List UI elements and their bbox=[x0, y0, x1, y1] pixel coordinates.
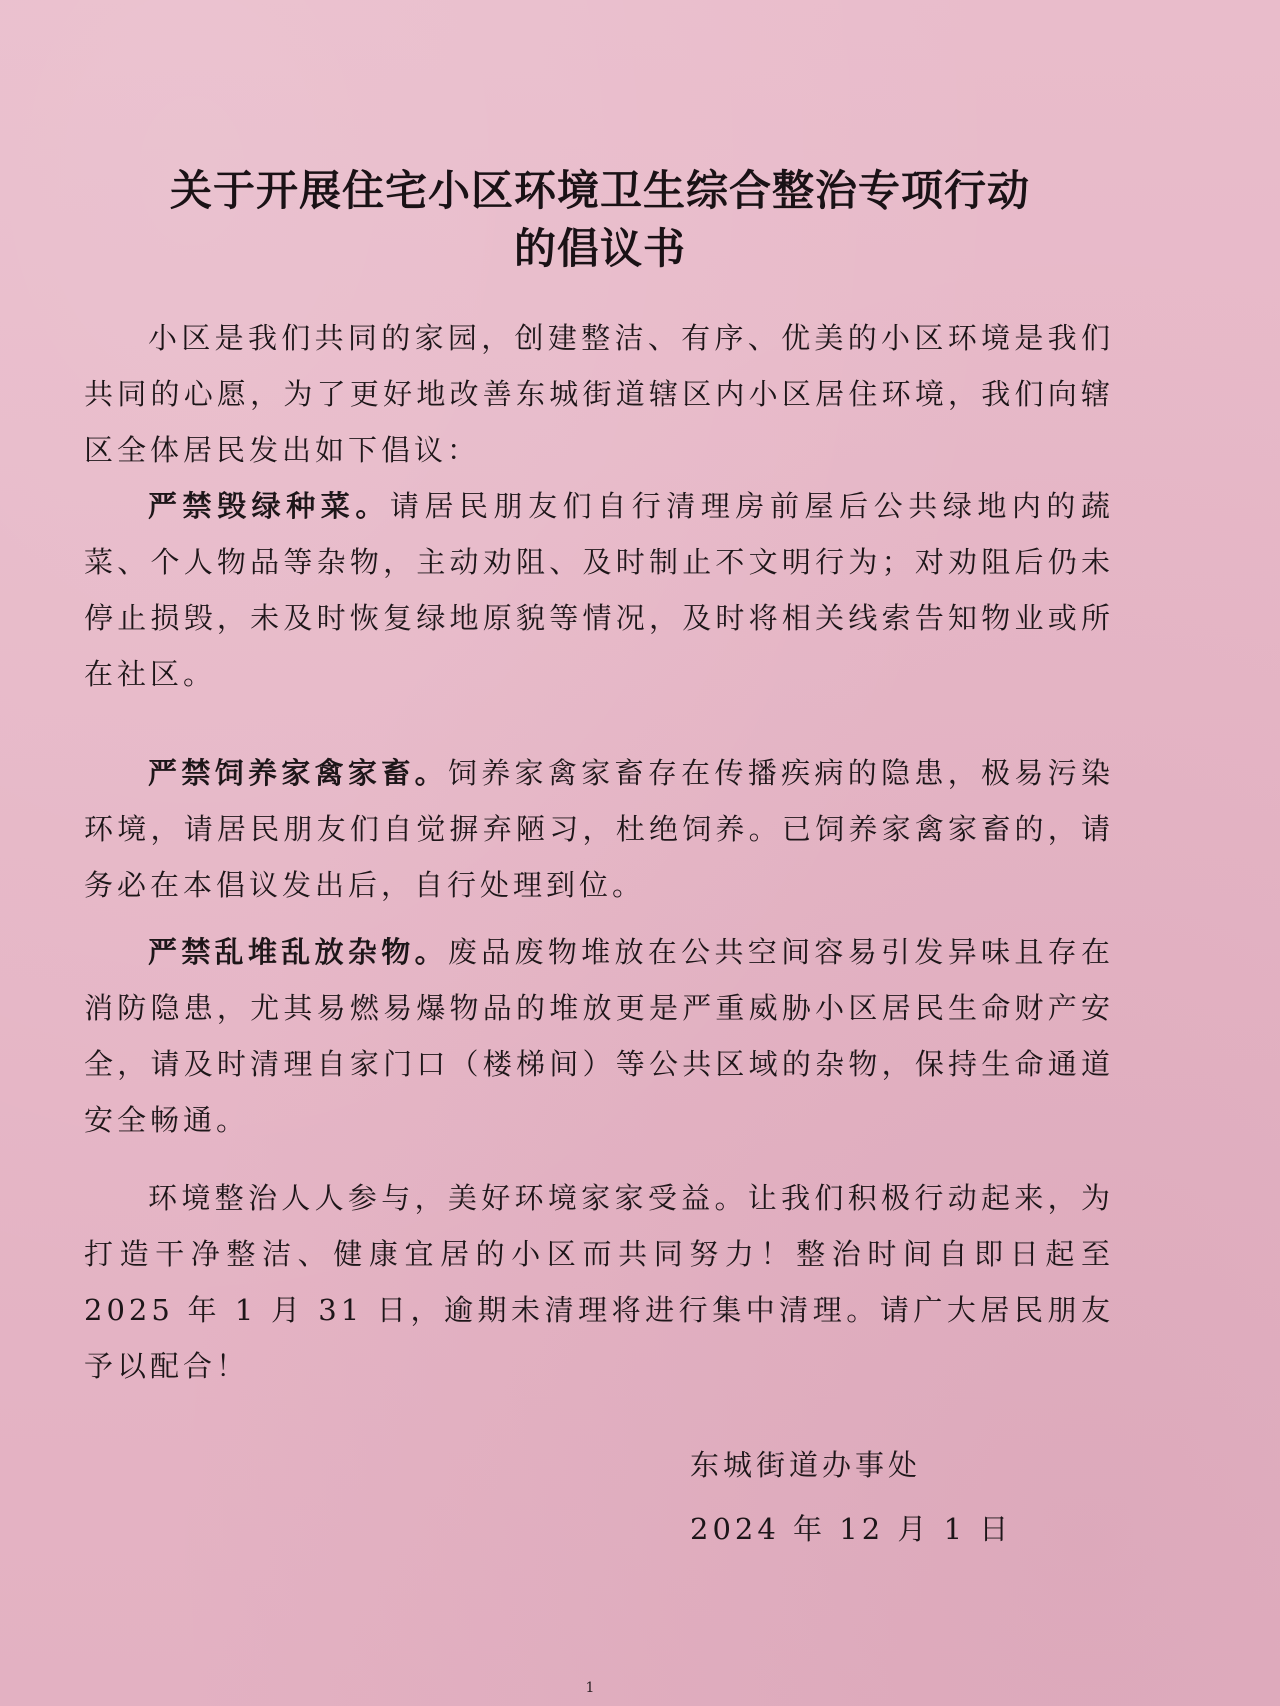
signature-organization: 东城街道办事处 bbox=[690, 1448, 922, 1482]
item-2-heading: 严禁饲养家禽家畜。 bbox=[148, 756, 448, 790]
item-3-paragraph bbox=[84, 924, 1114, 1148]
item-3-heading: 严禁乱堆乱放杂物。 bbox=[148, 935, 448, 969]
closing-paragraph: 环境整治人人参与，美好环境家家受益。让我们积极行动起来，为打造干净整洁、健康宜居的小区而共同努力！整治时间自即日起至 2025 年 1 月 31 日，逾期未清理将进行集中清理。请广大居民朋友予以配合！ bbox=[84, 1181, 1114, 1383]
item-2-paragraph bbox=[84, 745, 1114, 913]
document-title-line-1: 关于开展住宅小区环境卫生综合整治专项行动 bbox=[169, 166, 1030, 215]
item-1-paragraph bbox=[84, 478, 1114, 702]
document-title-line-2: 的倡议书 bbox=[513, 224, 686, 273]
page-number: 1 bbox=[585, 1680, 595, 1696]
item-1-heading: 严禁毁绿种菜。 bbox=[148, 489, 390, 523]
item-3-text: 废品废物堆放在公共空间容易引发异味且存在消防隐患，尤其易燃易爆物品的堆放更是严重威胁小区居民生命财产安全，请及时清理自家门口（楼梯间）等公共区域的杂物，保持生命通道安全畅通。 bbox=[84, 935, 1114, 1137]
intro-paragraph: 小区是我们共同的家园，创建整洁、有序、优美的小区环境是我们共同的心愿，为了更好地改善东城街道辖区内小区居住环境，我们向辖区全体居民发出如下倡议： bbox=[84, 321, 1114, 467]
item-2-text: 饲养家禽家畜存在传播疾病的隐患，极易污染环境，请居民朋友们自觉摒弃陋习，杜绝饲养。已饲养家禽家畜的，请务必在本倡议发出后，自行处理到位。 bbox=[84, 756, 1114, 902]
item-1-text: 请居民朋友们自行清理房前屋后公共绿地内的蔬菜、个人物品等杂物，主动劝阻、及时制止不文明行为；对劝阻后仍未停止损毁，未及时恢复绿地原貌等情况，及时将相关线索告知物业或所在社区。 bbox=[84, 489, 1114, 691]
signature-date: 2024 年 12 月 1 日 bbox=[690, 1512, 1013, 1546]
